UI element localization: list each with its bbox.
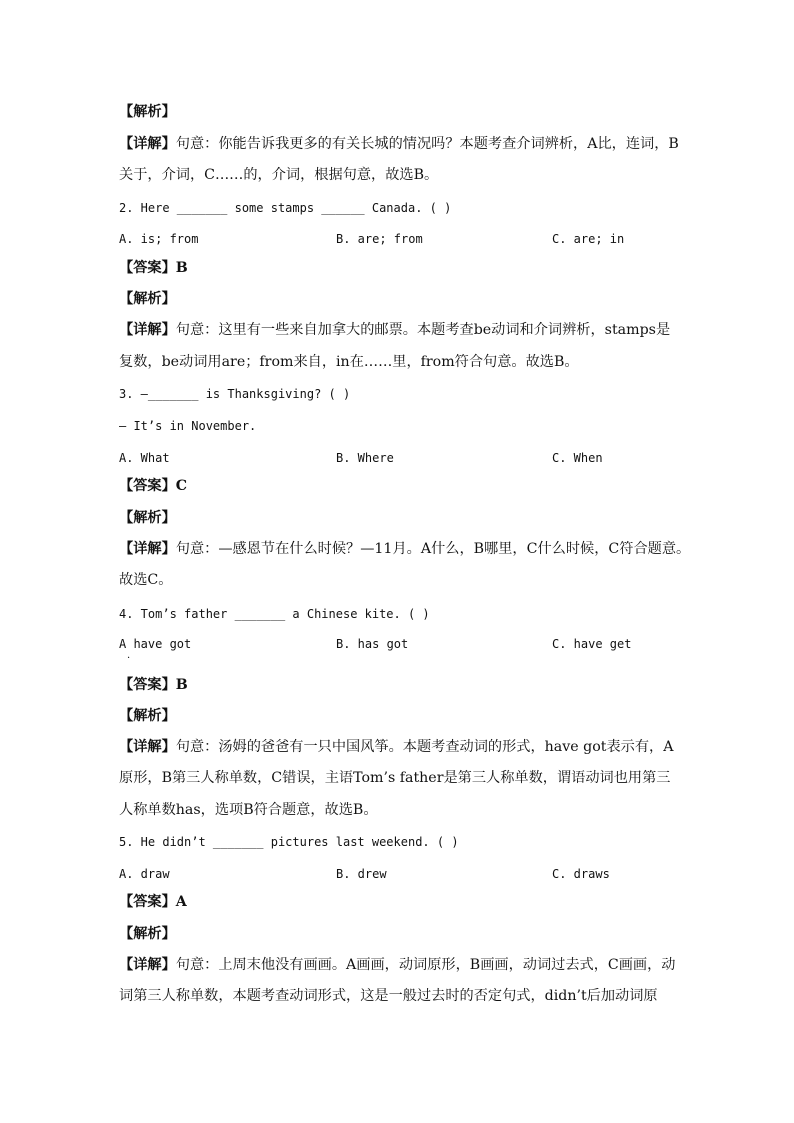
q4-detail-line-2: 原形，B第三人称单数，C错误，主语Tom’s father是第三人称单数，谓语动词也用第三: [119, 770, 671, 786]
q4-stray-dot: ·: [127, 653, 131, 664]
q2-detail-tag: 【详解】: [119, 322, 176, 338]
q1-detail-line-2: 关于，介词，C……的，介词，根据句意，故选B。: [119, 167, 439, 183]
q4-detail-text-1: 句意：汤姆的爸爸有一只中国风筝。本题考查动词的形式，have got表示有，A: [175, 739, 674, 755]
q1-detail-line-1: [119, 134, 679, 154]
q4-detail-tag: 【详解】: [119, 739, 176, 755]
q2-stem: 2. Here _______ some stamps ______ Canada. ( ): [119, 201, 452, 215]
q4-option-a: A have got: [119, 637, 192, 651]
q3-detail-line-1: [119, 539, 690, 559]
q2-option-b: B. are; from: [336, 232, 423, 246]
q2-detail-text-1: 句意：这里有一些来自加拿大的邮票。本题考查be动词和介词辨析，stamps是: [175, 322, 671, 338]
q5-detail-text-1: 句意：上周末他没有画画。A画画，动词原形，B画画，动词过去式，C画画，动: [175, 957, 676, 973]
q5-detail-line-2: 词第三人称单数，本题考查动词形式，这是一般过去时的否定句式，didn’t后加动词原: [119, 988, 658, 1004]
q2-option-a: A. is; from: [119, 232, 199, 246]
q3-answer: 【答案】C: [119, 478, 188, 494]
q5-detail-tag: 【详解】: [119, 957, 176, 973]
q1-analysis-label: 【解析】: [119, 104, 176, 120]
q4-detail-line-3: 人称单数has，选项B符合题意，故选B。: [119, 802, 378, 818]
q3-detail-text-1: 句意：—感恩节在什么时候？—11月。A什么，B哪里，C什么时候，C符合题意。: [175, 541, 691, 557]
q5-detail-line-1: [119, 955, 675, 975]
q3-option-c: C. When: [552, 451, 603, 465]
q5-option-c: C. draws: [552, 867, 610, 881]
q4-detail-line-1: [119, 737, 673, 757]
q2-answer: 【答案】B: [119, 260, 188, 276]
q4-analysis-label: 【解析】: [119, 708, 176, 724]
q5-answer: 【答案】A: [119, 894, 187, 910]
q3-option-a: A. What: [119, 451, 170, 465]
q3-option-b: B. Where: [336, 451, 394, 465]
q5-option-b: B. drew: [336, 867, 387, 881]
q3-detail-line-2: 故选C。: [119, 572, 173, 588]
q1-detail-text-1: 句意：你能告诉我更多的有关长城的情况吗？本题考查介词辨析，A比，连词，B: [175, 136, 679, 152]
q2-detail-line-1: [119, 320, 670, 340]
q5-analysis-label: 【解析】: [119, 926, 176, 942]
q3-reply: — It’s in November.: [119, 419, 257, 433]
q3-analysis-label: 【解析】: [119, 510, 176, 526]
q5-option-a: A. draw: [119, 867, 170, 881]
q1-detail-tag: 【详解】: [119, 136, 176, 152]
q4-option-b: B. has got: [336, 637, 409, 651]
q3-stem: 3. —_______ is Thanksgiving? ( ): [119, 387, 351, 401]
q4-answer: 【答案】B: [119, 677, 188, 693]
q4-option-c: C. have get: [552, 637, 632, 651]
q2-analysis-label: 【解析】: [119, 291, 176, 307]
q5-stem: 5. He didn’t _______ pictures last weekend. ( ): [119, 835, 459, 849]
q2-option-c: C. are; in: [552, 232, 625, 246]
q4-stem: 4. Tom’s father _______ a Chinese kite. ( ): [119, 607, 430, 621]
q2-detail-line-2: 复数，be动词用are；from来自，in在……里，from符合句意。故选B。: [119, 354, 579, 370]
q3-detail-tag: 【详解】: [119, 541, 176, 557]
